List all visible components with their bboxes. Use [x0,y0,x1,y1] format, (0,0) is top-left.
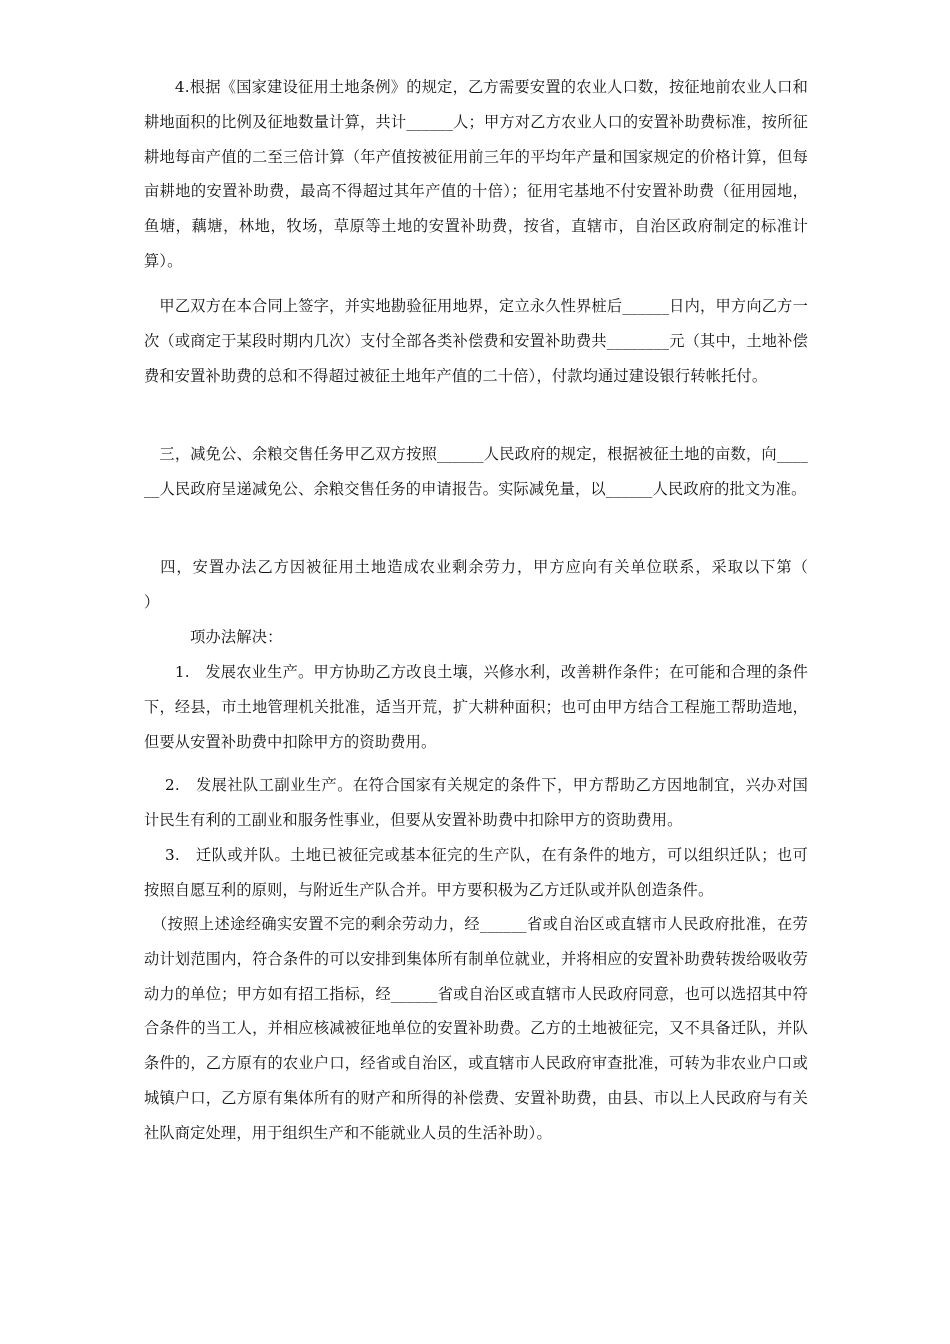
paragraph-resettlement-method: 四，安置办法乙方因被征用土地造成农业剩余劳力，甲方应向有关单位联系，采取以下第（ ） [144,558,839,611]
paragraph-surplus-labor: （按照上述途经确实安置不完的剩余劳动力，经______省或自治区或直辖市人民政府批准，在劳动计划范围内，符合条件的可以安排到集体所有制单位就业，并将相应的安置补助费转拨给吸收劳动力的单位；甲方如有招工指标，经______省或自治区或直辖市人民政府同意，也可以选招其中符合条件的当工人，并相应核减被征地单位的安置补助费。乙方的土地被征完，又不具备迁队，并队条件的，乙方原有的农业户口，经省或自治区，或直辖市人民政府审查批准，可转为非农业户口或城镇户口，乙方原有集体所有的财产和所得的补偿费、安置补助费，由县、市以上人民政府与有关社队商定处理，用于组织生产和不能就业人员的生活补助）。 [144,915,808,1142]
paragraph-method-solution: 项办法解决： [144,628,283,646]
paragraph-item-relocation: 3. 迁队或并队。土地已被征完或基本征完的生产队，在有条件的地方，可以组织迁队；也可按照自愿互利的原则，与附近生产队合并。甲方要积极为乙方迁队或并队创造条件。 [144,846,808,899]
paragraph-grain-reduction: 三，减免公、余粮交售任务甲乙双方按照______人民政府的规定，根据被征土地的亩数，向______人民政府呈递减免公、余粮交售任务的申请报告。实际减免量，以______人民政府的批文为准。 [144,445,808,498]
paragraph-item-agriculture: 1. 发展农业生产。甲方协助乙方改良土壤，兴修水利，改善耕作条件；在可能和合理的条件下，经县，市土地管理机关批准，适当开荒，扩大耕种面积；也可由甲方结合工程施工帮助造地，但要从安置补助费中扣除甲方的资助费用。 [144,663,808,751]
paragraph-payment-terms: 甲乙双方在本合同上签字，并实地勘验征用地界，定立永久性界桩后______日内，甲方向乙方一次（或商定于某段时期内几次）支付全部各类补偿费和安置补助费共________元（其中，土地补偿费和安置补助费的总和不得超过被征土地年产值的二十倍），付款均通过建设银行转帐托付。 [144,297,808,385]
paragraph-item-sideline: 2. 发展社队工副业生产。在符合国家有关规定的条件下，甲方帮助乙方因地制宜，兴办对国计民生有利的工副业和服务性事业，但要从安置补助费中扣除甲方的资助费用。 [144,776,808,829]
paragraph-resettlement-population: 4.根据《国家建设征用土地条例》的规定，乙方需要安置的农业人口数，按征地前农业人口和耕地面积的比例及征地数量计算，共计______人；甲方对乙方农业人口的安置补助费标准，按所征耕地每亩产值的二至三倍计算（年产值按被征用前三年的平均年产量和国家规定的价格计算，但每亩耕地的安置补助费，最高不得超过其年产值的十倍）；征用宅基地不付安置补助费（征用园地，鱼塘，藕塘，林地，牧场，草原等土地的安置补助费，按省，直辖市，自治区政府制定的标准计算）。 [144,78,808,270]
